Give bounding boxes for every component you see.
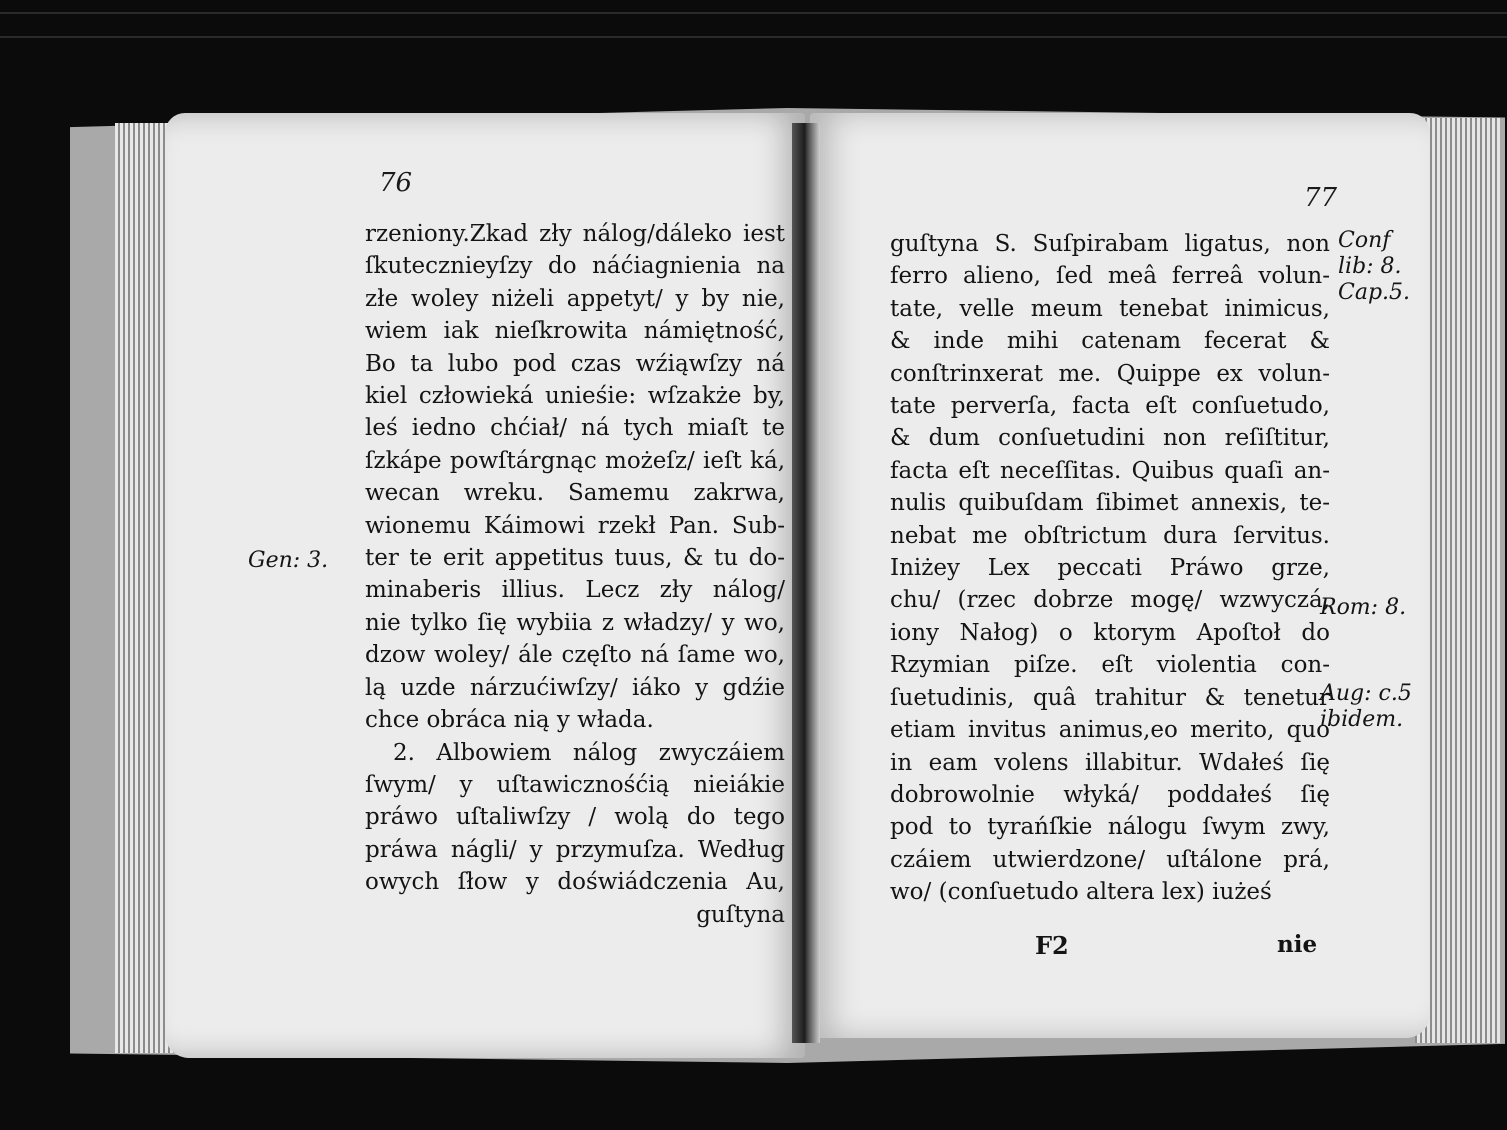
text-line: ſwym/ y uſtawicznośćią nieiákie (365, 771, 785, 798)
text-line: chu/ (rzec dobrze mogę/ wzwyczá, (890, 587, 1330, 614)
page-number-right: 77 (1304, 183, 1338, 213)
text-line: wionemu Káimowi rzekł Pan. Sub- (365, 512, 785, 539)
text-line: Bo ta lubo pod czas wźiąwſzy ná (365, 350, 785, 377)
catchword-right: nie (1277, 931, 1318, 958)
left-page (165, 113, 805, 1058)
text-line: in eam volens illabitur. Wdałeś ſię (890, 749, 1330, 776)
text-line: nebat me obſtrictum dura ſervitus. (890, 522, 1330, 549)
text-line: owych ſłow y doświádczenia Au, (365, 869, 785, 896)
text-line: Rzymian piſze. eſt violentia con- (890, 652, 1330, 679)
text-line: ſzkápe powſtárgnąc możeſz/ ieſt ká, (365, 447, 785, 474)
text-line: leś iedno chćiał/ ná tych miaſt te (365, 415, 785, 442)
text-line: tate, velle meum tenebat inimicus, (890, 295, 1330, 322)
text-line: guſtyna (696, 901, 785, 928)
right-page-text (890, 228, 1330, 909)
margin-note-conf: Conf lib: 8. Cap.5. (1338, 228, 1411, 305)
text-line: ſuetudinis, quâ trahitur & tenetur (890, 684, 1330, 711)
right-page (810, 113, 1430, 1038)
open-book (70, 108, 1507, 1068)
margin-note-aug: Aug: c.5 ibidem. (1320, 681, 1412, 732)
text-line: złe woley niżeli appetyt/ y by nie, (365, 285, 785, 312)
text-line: wiem iak nieſkrowita námiętność, (365, 318, 785, 345)
text-line: nie tylko ſię wybiia z władzy/ y wo, (365, 609, 785, 636)
text-line: 2. Albowiem nálog zwyczáiem (393, 739, 785, 766)
text-line: práwa nágli/ y przymuſza. Według (365, 836, 785, 863)
text-line: minaberis illius. Lecz zły nálog/ (365, 577, 785, 604)
text-line: dobrowolnie włyká/ poddałeś ſię (890, 781, 1330, 808)
text-line: guſtyna S. Suſpirabam ligatus, non (890, 231, 1330, 257)
text-line: ferro alieno, ſed meâ ferreâ volun- (890, 263, 1330, 290)
text-line: kiel człowieká unieśie: wſzakże by, (365, 383, 785, 410)
text-line: nulis quibuſdam ſibimet annexis, te- (890, 490, 1330, 517)
page-number-left: 76 (379, 168, 413, 198)
text-line: pod to tyrańſkie nálogu ſwym zwy, (890, 814, 1330, 841)
text-line: wecan wreku. Samemu zakrwa, (365, 480, 785, 507)
text-line: iony Nałog) o ktorym Apoſtoł do (890, 619, 1330, 646)
text-line: etiam invitus animus,eo merito, quo (890, 717, 1330, 744)
text-line: dzow woley/ ále częſto ná ſame wo, (365, 642, 785, 669)
margin-note-gen: Gen: 3. (248, 548, 329, 573)
signature-mark: F2 (1035, 931, 1069, 960)
text-line: conſtrinxerat me. Quippe ex volun- (890, 360, 1330, 387)
text-line: & inde mihi catenam fecerat & (890, 328, 1330, 355)
text-line: facta eſt neceſſitas. Quibus quaſi an- (890, 457, 1330, 484)
text-line: czáiem utwierdzone/ uſtálone prá, (890, 846, 1330, 873)
text-line: ter te erit appetitus tuus, & tu do- (365, 545, 785, 572)
text-line: ſkutecznieyſzy do náćiagnienia na (365, 253, 785, 280)
text-line: tate perverſa, facta eſt conſuetudo, (890, 393, 1330, 420)
text-line: lą uzde nárzućiwſzy/ iáko y gdźie (365, 674, 785, 701)
left-page-text (365, 218, 785, 931)
text-line: Iniżey Lex peccati Práwo grze, (890, 555, 1330, 582)
book-gutter (792, 123, 820, 1043)
text-line: wo/ (conſuetudo altera lex) iużeś (890, 879, 1272, 906)
text-line: chce obráca nią y włada. (365, 707, 654, 734)
text-line: práwo uſtaliwſzy / wolą do tego (365, 804, 785, 831)
text-line: & dum conſuetudini non reſiſtitur, (890, 425, 1330, 452)
text-line: rzeniony.Zkad zły nálog/dáleko iest (365, 221, 785, 247)
margin-note-rom: Rom: 8. (1320, 595, 1407, 620)
